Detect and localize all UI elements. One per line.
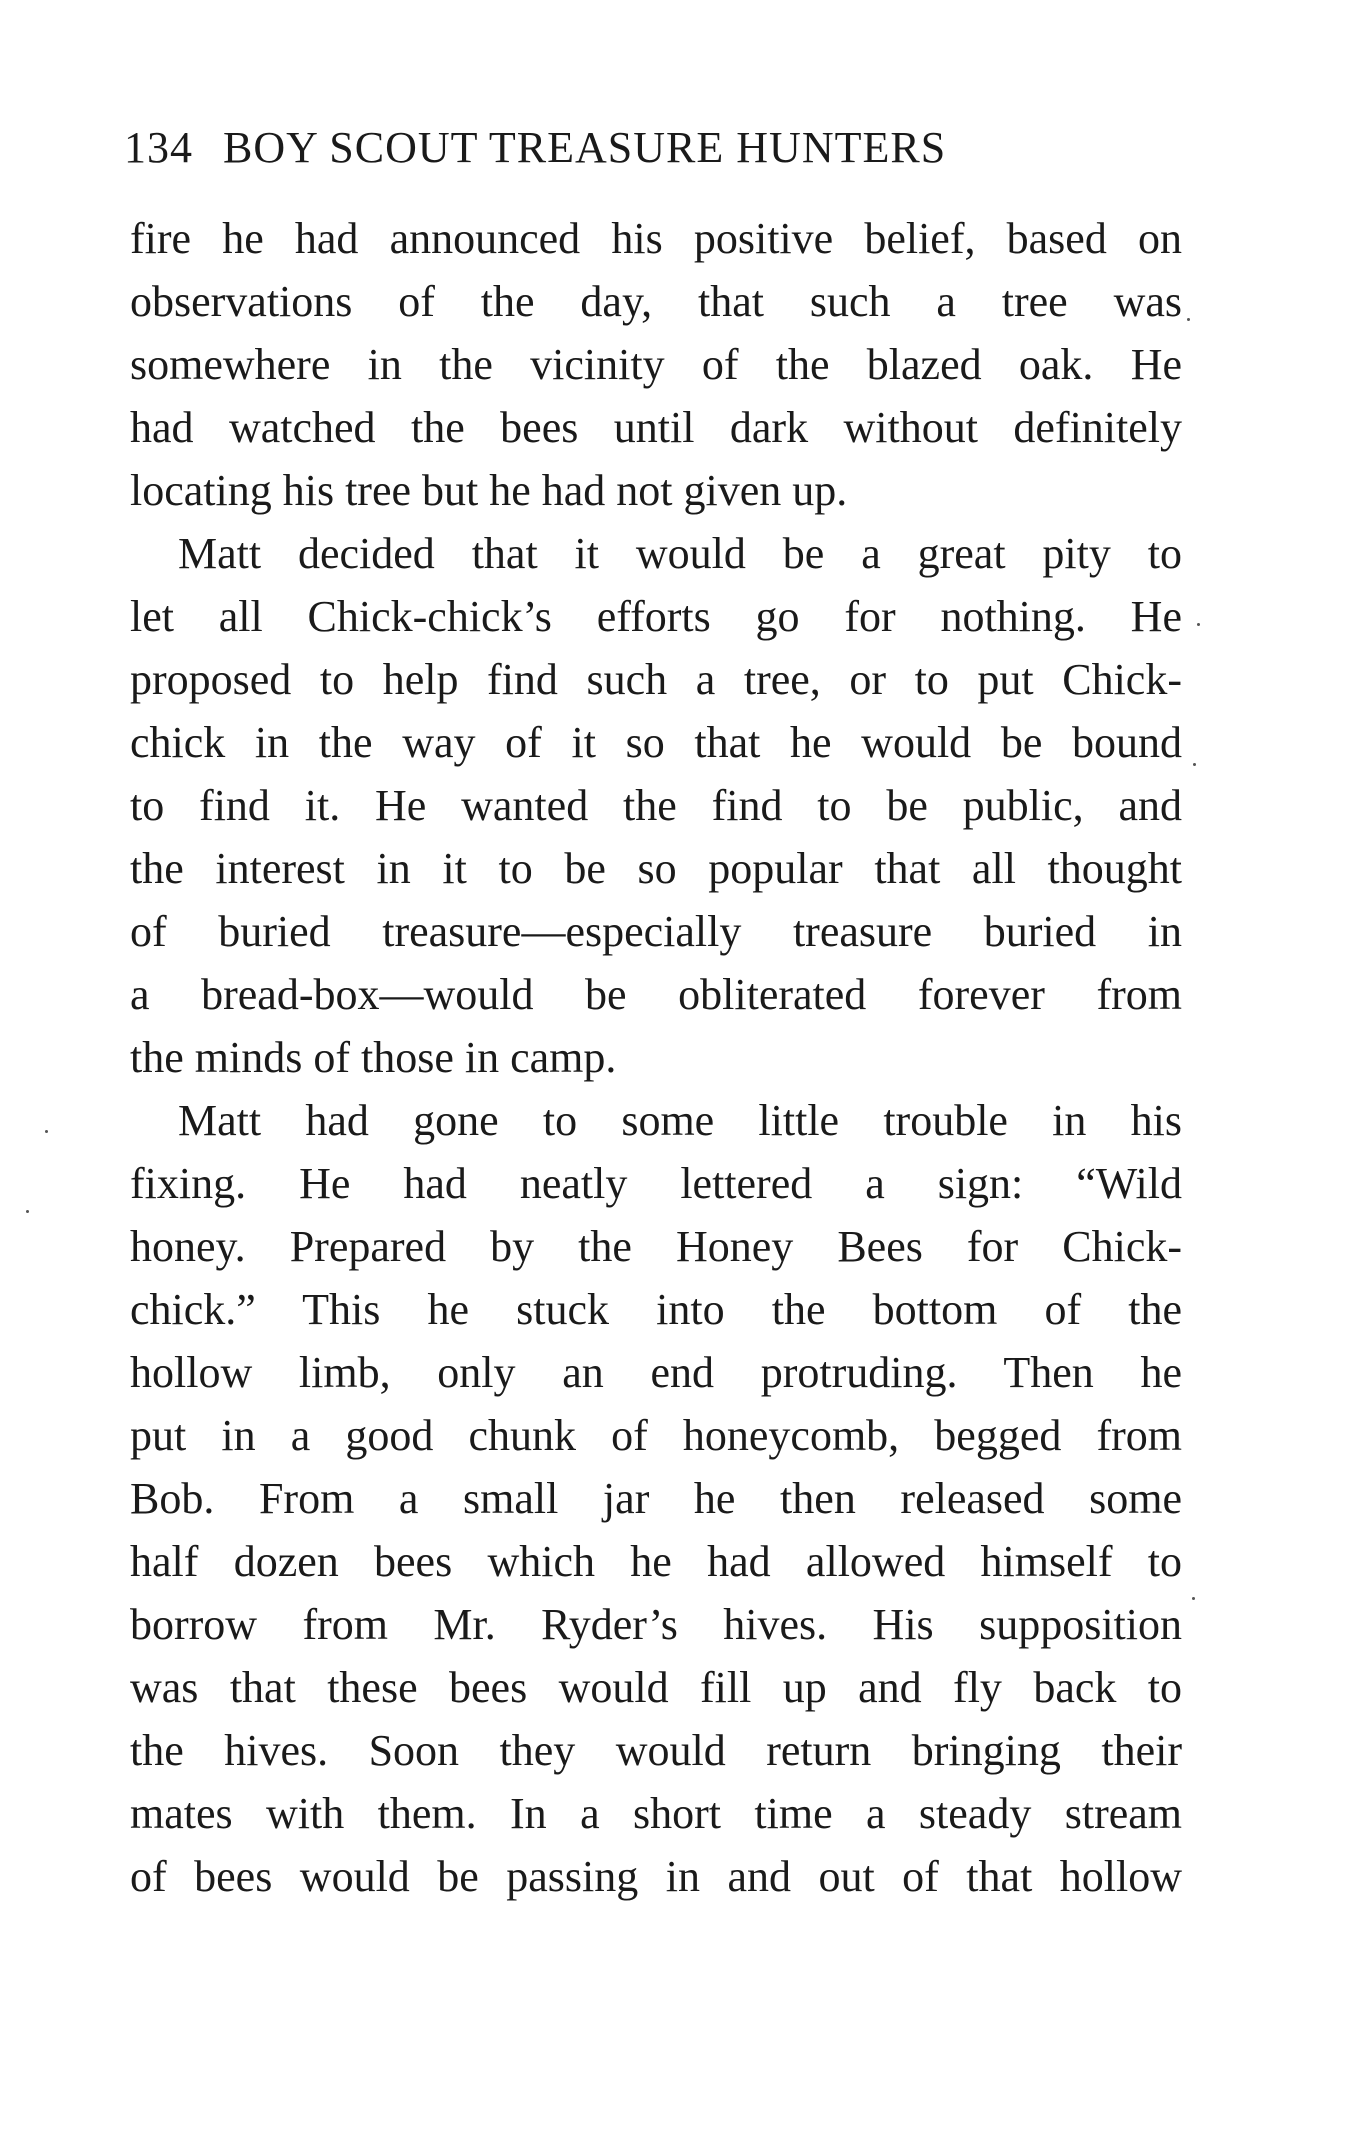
- text-line: to find it. He wanted the find to be public, and: [130, 781, 1182, 830]
- text-line: put in a good chunk of honeycomb, begged from: [130, 1411, 1182, 1460]
- print-speck: [1192, 1597, 1195, 1600]
- text-line: observations of the day, that such a tree was: [130, 277, 1182, 326]
- body-text: [130, 207, 1182, 1908]
- page-number: 134: [124, 123, 193, 172]
- running-head: [124, 116, 1184, 180]
- text-line: was that these bees would fill up and fly back to: [130, 1663, 1182, 1712]
- print-speck: [26, 1210, 29, 1213]
- text-line: proposed to help find such a tree, or to put Chick-: [130, 655, 1182, 704]
- text-line: mates with them. In a short time a steady stream: [130, 1789, 1182, 1838]
- text-line: Matt decided that it would be a great pity to: [178, 529, 1182, 578]
- text-line: locating his tree but he had not given up.: [130, 466, 848, 515]
- print-speck: [1187, 318, 1190, 321]
- text-line: let all Chick-chick’s efforts go for nothing. He: [130, 592, 1182, 641]
- text-line: hollow limb, only an end protruding. Then he: [130, 1348, 1182, 1397]
- text-line: of bees would be passing in and out of that hollow: [130, 1852, 1182, 1901]
- print-speck: [1197, 623, 1200, 626]
- text-line: honey. Prepared by the Honey Bees for Chick-: [130, 1222, 1182, 1271]
- text-line: somewhere in the vicinity of the blazed oak. He: [130, 340, 1182, 389]
- text-line: the minds of those in camp.: [130, 1033, 617, 1082]
- print-speck: [45, 1130, 48, 1133]
- text-line: Bob. From a small jar he then released some: [130, 1474, 1182, 1523]
- text-line: of buried treasure—especially treasure buried in: [130, 907, 1182, 956]
- text-line: chick in the way of it so that he would be bound: [130, 718, 1182, 767]
- text-line: Matt had gone to some little trouble in his: [178, 1096, 1182, 1145]
- text-line: chick.” This he stuck into the bottom of the: [130, 1285, 1182, 1334]
- text-line: the interest in it to be so popular that all thought: [130, 844, 1182, 893]
- text-line: the hives. Soon they would return bringing their: [130, 1726, 1182, 1775]
- running-title: BOY SCOUT TREASURE HUNTERS: [223, 123, 947, 172]
- text-line: fire he had announced his positive belief, based on: [130, 214, 1182, 263]
- text-line: borrow from Mr. Ryder’s hives. His supposition: [130, 1600, 1182, 1649]
- text-line: a bread-box—would be obliterated forever from: [130, 970, 1182, 1019]
- text-line: half dozen bees which he had allowed himself to: [130, 1537, 1182, 1586]
- text-line: had watched the bees until dark without definitely: [130, 403, 1182, 452]
- text-line: fixing. He had neatly lettered a sign: “Wild: [130, 1159, 1182, 1208]
- print-speck: [1193, 763, 1196, 766]
